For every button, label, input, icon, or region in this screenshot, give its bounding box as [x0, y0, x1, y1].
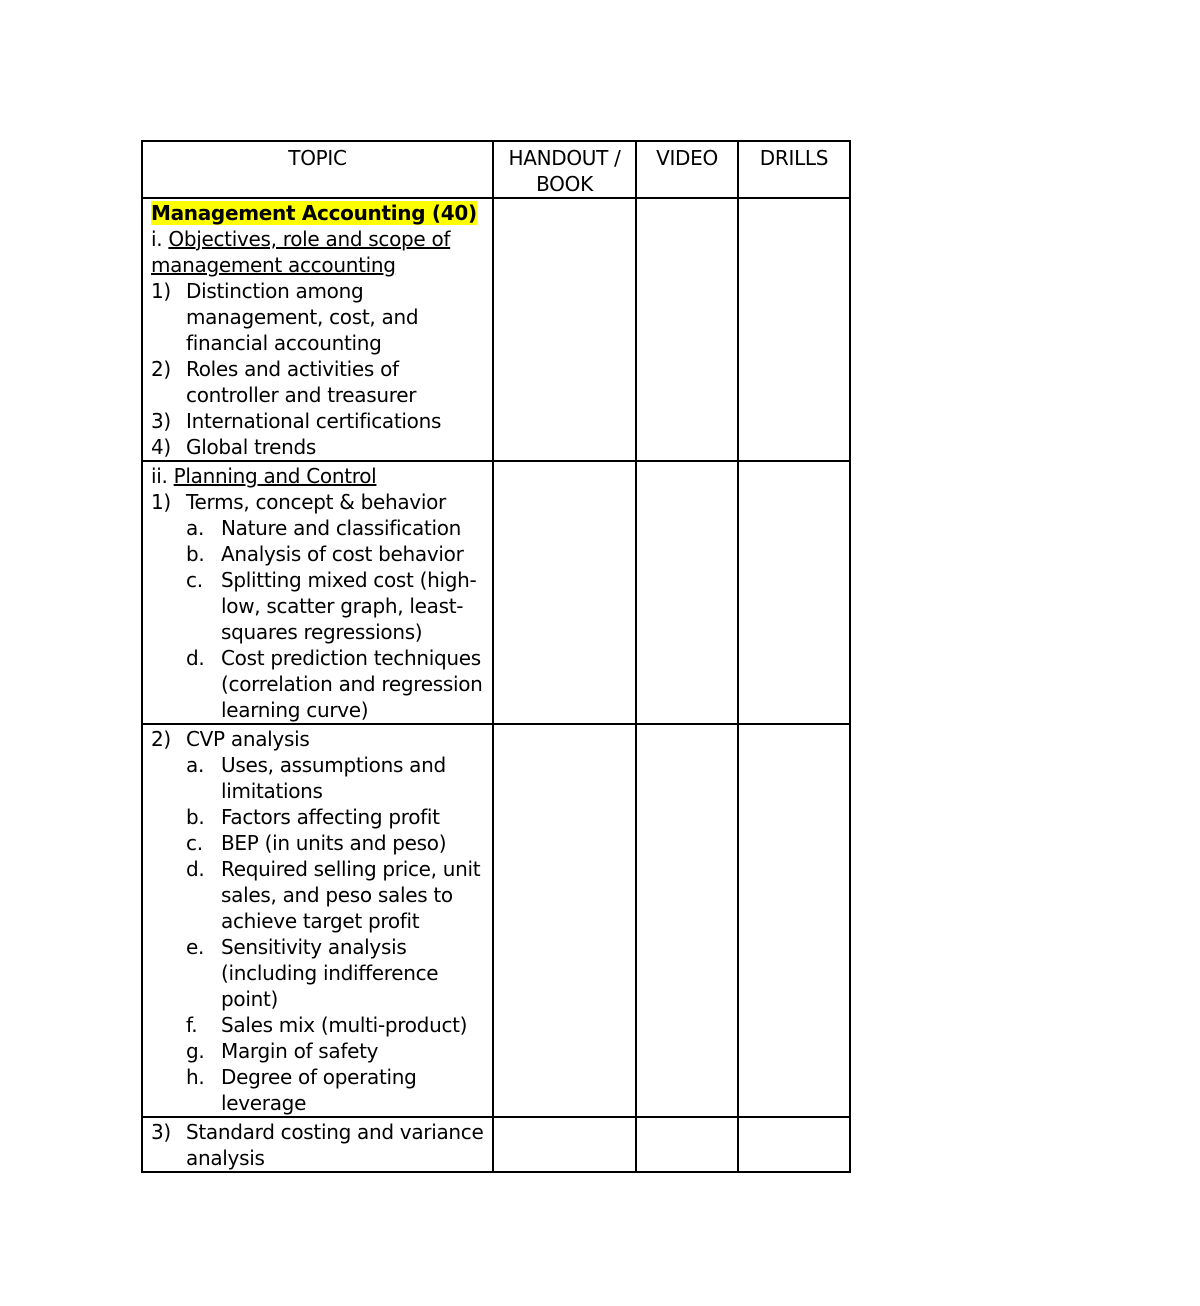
sub-item-letter: b. [186, 805, 205, 829]
section-title: Management Accounting (40) [151, 201, 477, 225]
item-number: 1) [151, 490, 171, 514]
sub-item [151, 645, 484, 723]
sub-item-text: Degree of operating leverage [221, 1065, 417, 1115]
sub-item-letter: a. [186, 753, 205, 777]
item-number: 2) [151, 357, 171, 381]
table-row [142, 198, 850, 461]
item-text: Global trends [186, 435, 316, 459]
topic-cell [142, 198, 493, 461]
drills-cell[interactable] [738, 1117, 850, 1172]
video-cell[interactable] [636, 724, 738, 1117]
heading-text: Objectives, role and scope of management accounting [151, 227, 451, 277]
sub-item-letter: d. [186, 646, 205, 670]
sub-item [151, 541, 484, 567]
heading-number: i. [151, 227, 163, 251]
header-handout-book: HANDOUT / BOOK [493, 141, 636, 198]
video-cell[interactable] [636, 198, 738, 461]
sub-item [151, 856, 484, 934]
video-cell[interactable] [636, 1117, 738, 1172]
topic-cell [142, 461, 493, 724]
sub-item [151, 934, 484, 1012]
topic-table-container [141, 140, 851, 1173]
drills-cell[interactable] [738, 461, 850, 724]
sub-item-text: Required selling price, unit sales, and peso sales to achieve target profit [221, 857, 481, 933]
item-text: Roles and activities of controller and treasurer [186, 357, 417, 407]
sub-item-letter: b. [186, 542, 205, 566]
list-item [151, 434, 484, 460]
item-text: Standard costing and variance analysis [186, 1120, 484, 1170]
item-number: 3) [151, 409, 171, 433]
topic-table [141, 140, 851, 1173]
sub-item [151, 567, 484, 645]
handout-cell[interactable] [493, 1117, 636, 1172]
list-item [151, 408, 484, 434]
block-heading [151, 463, 484, 489]
table-row [142, 1117, 850, 1172]
sub-item [151, 1012, 484, 1038]
sub-item-letter: h. [186, 1065, 205, 1089]
sub-item-text: Factors affecting profit [221, 805, 440, 829]
header-drills: DRILLS [738, 141, 850, 198]
table-row [142, 461, 850, 724]
sub-item-text: Splitting mixed cost (high-low, scatter graph, least-squares regressions) [221, 568, 477, 644]
sub-item [151, 1064, 484, 1116]
sub-item-letter: a. [186, 516, 205, 540]
sub-item-letter: g. [186, 1039, 205, 1063]
sub-item-text: Cost prediction techniques (correlation and regression learning curve) [221, 646, 483, 722]
item-number: 1) [151, 279, 171, 303]
item-text: Distinction among management, cost, and financial accounting [186, 279, 419, 355]
sub-item [151, 830, 484, 856]
sub-item-text: Nature and classification [221, 516, 462, 540]
block-heading [151, 226, 484, 278]
header-topic: TOPIC [142, 141, 493, 198]
sub-item-text: Uses, assumptions and limitations [221, 753, 446, 803]
sub-item [151, 804, 484, 830]
item-text: International certifications [186, 409, 442, 433]
handout-cell[interactable] [493, 461, 636, 724]
item-number: 4) [151, 435, 171, 459]
table-row [142, 724, 850, 1117]
item-text: CVP analysis [186, 727, 310, 751]
handout-cell[interactable] [493, 198, 636, 461]
sub-item-letter: d. [186, 857, 205, 881]
sub-item-text: Margin of safety [221, 1039, 379, 1063]
video-cell[interactable] [636, 461, 738, 724]
sub-item-letter: f. [186, 1013, 198, 1037]
sub-item-letter: c. [186, 568, 203, 592]
drills-cell[interactable] [738, 724, 850, 1117]
topic-cell [142, 724, 493, 1117]
topic-cell [142, 1117, 493, 1172]
list-item [151, 726, 484, 752]
heading-text: Planning and Control [173, 464, 377, 488]
sub-item-text: Analysis of cost behavior [221, 542, 464, 566]
sub-item-letter: e. [186, 935, 205, 959]
handout-cell[interactable] [493, 724, 636, 1117]
sub-item [151, 1038, 484, 1064]
sub-item-letter: c. [186, 831, 203, 855]
sub-item-text: BEP (in units and peso) [221, 831, 447, 855]
list-item [151, 489, 484, 515]
sub-item-text: Sensitivity analysis (including indifference point) [221, 935, 439, 1011]
sub-item [151, 515, 484, 541]
list-item [151, 1119, 484, 1171]
heading-number: ii. [151, 464, 168, 488]
sub-item [151, 752, 484, 804]
item-number: 3) [151, 1120, 171, 1144]
list-item [151, 278, 484, 356]
item-number: 2) [151, 727, 171, 751]
header-video: VIDEO [636, 141, 738, 198]
drills-cell[interactable] [738, 198, 850, 461]
sub-item-text: Sales mix (multi-product) [221, 1013, 468, 1037]
header-row [142, 141, 850, 198]
list-item [151, 356, 484, 408]
item-text: Terms, concept & behavior [186, 490, 446, 514]
